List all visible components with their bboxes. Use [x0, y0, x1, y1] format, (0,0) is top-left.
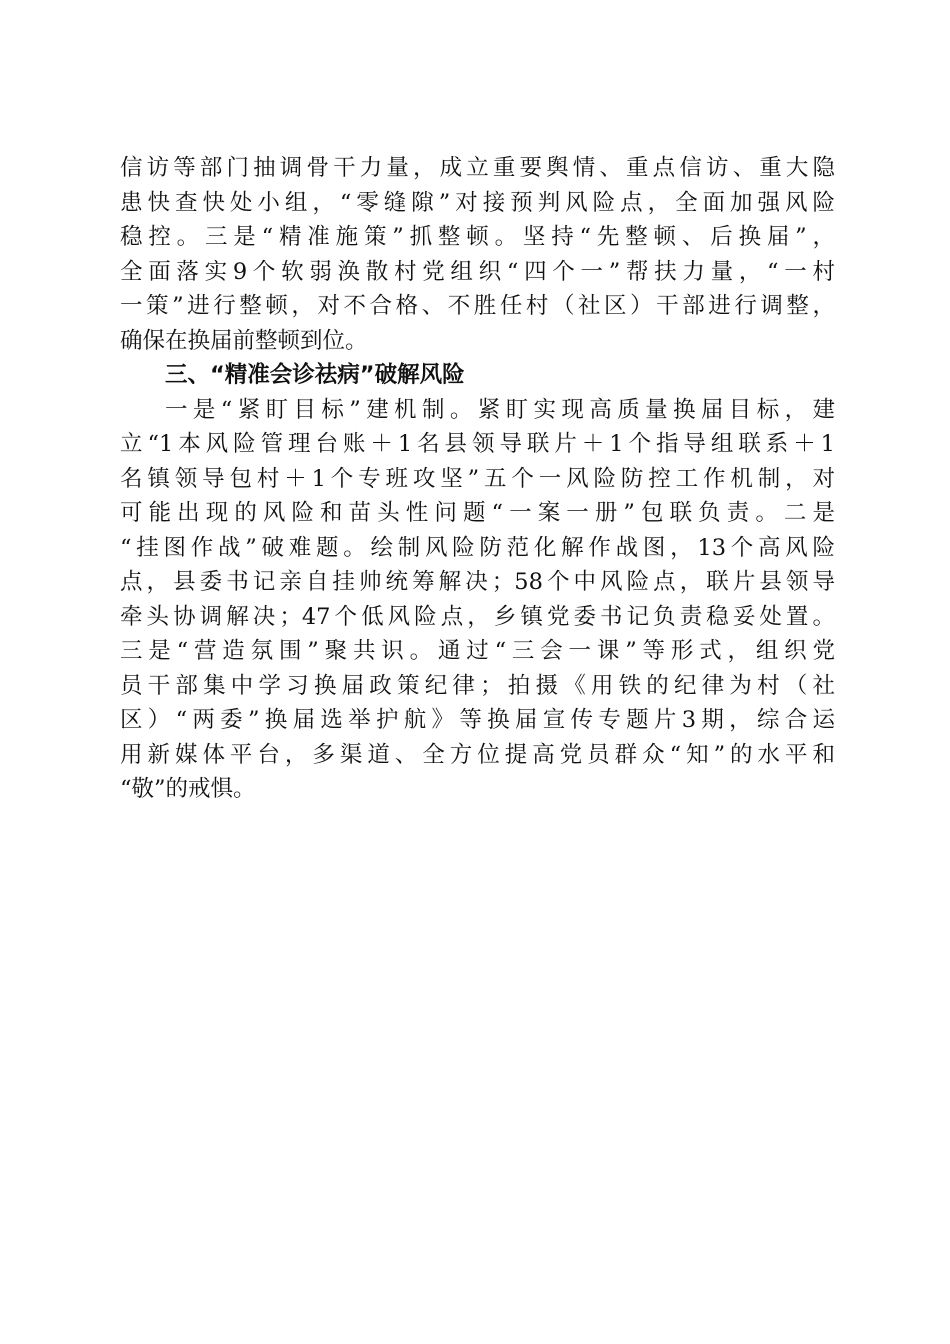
- text-line: 一是“紧盯目标”建机制。紧盯实现高质量换届目标，建: [165, 396, 835, 423]
- text-line: 员干部集中学习换届政策纪律；拍摄《用铁的纪律为村（社: [120, 672, 835, 699]
- text-line: 牵头协调解决；47个低风险点，乡镇党委书记负责稳妥处置。: [120, 603, 835, 630]
- text-line: 全面落实9个软弱涣散村党组织“四个一”帮扶力量，“一村: [120, 258, 835, 285]
- document-body: [120, 151, 835, 807]
- paragraph-continued: [120, 151, 835, 358]
- text-line: 立“1本风险管理台账＋1名县领导联片＋1个指导组联系＋1: [120, 431, 835, 457]
- text-line: 三是“营造氛围”聚共识。通过“三会一课”等形式，组织党: [120, 638, 835, 664]
- text-line: 患快查快处小组，“零缝隙”对接预判风险点，全面加强风险: [120, 189, 835, 216]
- text-line: 区）“两委”换届选举护航》等换届宣传专题片3期，综合运: [120, 707, 835, 733]
- text-line: 信访等部门抽调骨干力量，成立重要舆情、重点信访、重大隐: [120, 155, 835, 181]
- paragraph-mechanisms: [120, 393, 835, 807]
- text-line: 点，县委书记亲自挂帅统筹解决；58个中风险点，联片县领导: [120, 569, 835, 595]
- text-line: 用新媒体平台，多渠道、全方位提高党员群众“知”的水平和: [120, 741, 835, 768]
- section-heading: 三、“精准会诊祛病”破解风险: [165, 362, 465, 388]
- text-line: 确保在换届前整顿到位。: [120, 327, 368, 354]
- text-line: “敬”的戒惧。: [120, 776, 256, 802]
- text-line: 一策”进行整顿，对不合格、不胜任村（社区）干部进行调整，: [120, 293, 835, 319]
- text-line: 稳控。三是“精准施策”抓整顿。坚持“先整顿、后换届”，: [120, 224, 835, 250]
- text-line: “挂图作战”破难题。绘制风险防范化解作战图，13个高风险: [120, 534, 835, 561]
- text-line: 可能出现的风险和苗头性问题“一案一册”包联负责。二是: [120, 500, 835, 526]
- text-line: 名镇领导包村＋1个专班攻坚”五个一风险防控工作机制，对: [120, 465, 835, 492]
